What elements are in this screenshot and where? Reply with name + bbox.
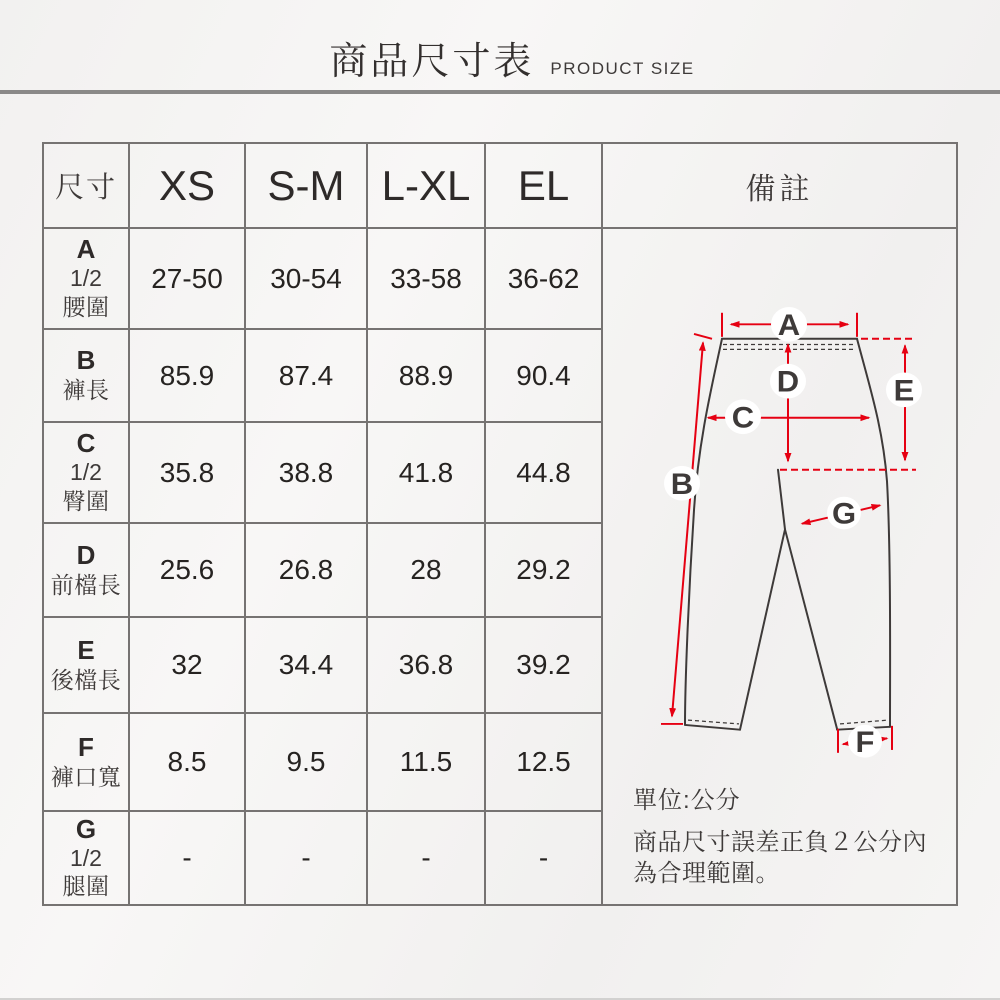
value-cell: 34.4	[245, 617, 367, 713]
label-d: D	[776, 365, 800, 399]
value-cell: 36-62	[485, 228, 602, 329]
label-b: B	[670, 467, 694, 501]
value-cell: 27-50	[129, 228, 245, 329]
tolerance-note-line2: 為合理範圍。	[633, 860, 780, 888]
value-cell: 88.9	[367, 329, 485, 422]
value-cell: -	[485, 811, 602, 905]
value-cell: 35.8	[129, 422, 245, 523]
label-c: C	[731, 400, 755, 435]
value-cell: 9.5	[245, 713, 367, 811]
value-cell: -	[245, 811, 367, 905]
page-title-en: PRODUCT SIZE	[550, 59, 695, 78]
row-label-g: G 1/2 腿圍	[43, 811, 129, 905]
label-g: G	[831, 497, 857, 531]
value-cell: 85.9	[129, 329, 245, 422]
size-col-xs: XS	[129, 143, 245, 228]
value-cell: 87.4	[245, 329, 367, 422]
size-col-el: EL	[485, 143, 602, 228]
value-cell: 11.5	[367, 713, 485, 811]
value-cell: 8.5	[129, 713, 245, 811]
value-cell: 26.8	[245, 523, 367, 617]
measure-arrow-b	[672, 343, 703, 717]
value-cell: -	[367, 811, 485, 905]
row-label-e: E 後檔長	[43, 617, 129, 713]
value-cell: 30-54	[245, 228, 367, 329]
label-e: E	[893, 373, 915, 408]
value-cell: 28	[367, 523, 485, 617]
row-label-f: F 褲口寬	[43, 713, 129, 811]
value-cell: 38.8	[245, 422, 367, 523]
value-cell: 29.2	[485, 523, 602, 617]
row-label-d: D 前檔長	[43, 523, 129, 617]
value-cell: 12.5	[485, 713, 602, 811]
value-cell: 90.4	[485, 329, 602, 422]
title-divider	[0, 90, 1000, 94]
tolerance-note-line1: 商品尺寸誤差正負２公分內	[633, 828, 927, 856]
value-cell: -	[129, 811, 245, 905]
page-title-zh: 商品尺寸表	[329, 41, 535, 83]
row-label-b: B 褲長	[43, 329, 129, 422]
value-cell: 41.8	[367, 422, 485, 523]
value-cell: 33-58	[367, 228, 485, 329]
notes-block	[633, 780, 927, 890]
value-cell: 25.6	[129, 523, 245, 617]
label-f: F	[855, 725, 875, 759]
size-table	[42, 142, 958, 906]
table-row	[43, 228, 957, 329]
measure-b-tick	[694, 334, 712, 339]
row-label-a: A 1/2 腰圍	[43, 228, 129, 329]
size-header-cell: 尺寸	[43, 143, 129, 228]
table-header-row	[43, 143, 957, 228]
notes-cell	[602, 228, 957, 905]
value-cell: 32	[129, 617, 245, 713]
size-col-sm: S-M	[245, 143, 367, 228]
value-cell: 44.8	[485, 422, 602, 523]
label-a: A	[777, 308, 801, 342]
page-title	[12, 30, 1000, 85]
unit-note: 單位:公分	[633, 786, 741, 814]
size-col-lxl: L-XL	[367, 143, 485, 228]
value-cell: 39.2	[485, 617, 602, 713]
measure-labels	[664, 307, 922, 759]
notes-header-cell: 備註	[602, 143, 957, 228]
row-label-c: C 1/2 臀圍	[43, 422, 129, 523]
value-cell: 36.8	[367, 617, 485, 713]
